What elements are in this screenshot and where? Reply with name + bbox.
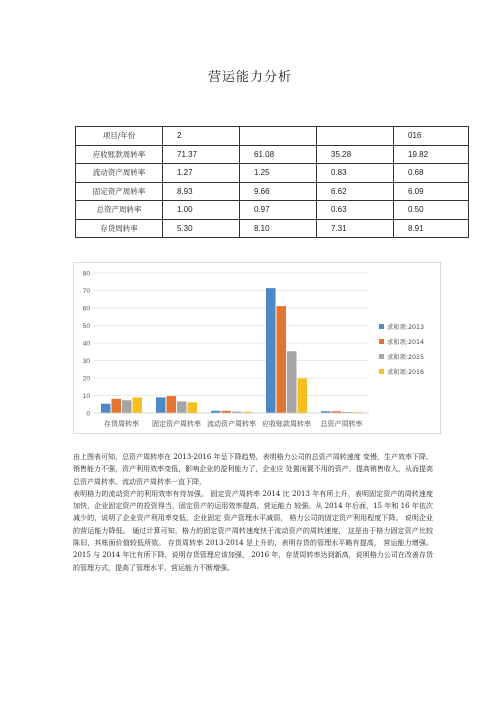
table-cell: 8.93	[163, 182, 240, 201]
table-cell: 35.28	[317, 145, 394, 164]
x-tick-label: 总资产周转率	[320, 420, 363, 428]
analysis-paragraph: 表明格力的流动资产的利用效率有待加强。 固定资产周转率 2014 比 2013 年有所上升，表明固定资产的周转速度加快，企业固定资产的投资得当，固定资产的运用效率提高，营运能力 较强。从 2014 年后面，15 年和 16 年依次减少的，说明了企业资产利用率变低，企业固定 资产管理水平减弱， 格力公司的固定资产利用程度下降。 说明企业的营运能力降低。 通过计算可知，格力的固定资产周转速度快于流动资产的周转速度， 这是由于格力固定资产比较陈旧，其账面价值较低所致。 存货周转率 2013-2014 是上升的，表明存货的管理水平略有提高， 营运能力增强。2015 与 2014 年比有所下降，说明存货管理应该加强， 2016 年，存货周转率达到新高，说明格力公司在改善存货的管理方式，提高了管理水平，营运能力不断增强。	[73, 489, 433, 572]
table-header-row	[76, 127, 469, 146]
bar	[177, 401, 187, 413]
table-cell: 0.97	[240, 201, 317, 220]
table-header-cell: 2	[163, 127, 240, 146]
y-tick-label: 10	[82, 393, 90, 400]
bar	[167, 396, 177, 413]
row-label: 流动资产周转率	[76, 164, 163, 183]
table-cell: 1.25	[240, 164, 317, 183]
y-tick-label: 0	[86, 410, 90, 418]
row-label: 存货周转率	[76, 219, 163, 238]
x-tick-label: 流动资产周转率	[207, 420, 256, 428]
y-tick-label: 70	[82, 288, 90, 295]
table-cell: 6.09	[394, 182, 469, 201]
bar	[156, 397, 166, 413]
table-header-cell	[240, 127, 317, 146]
row-label: 固定资产周转率	[76, 182, 163, 201]
table-cell: 0.83	[317, 164, 394, 183]
analysis-paragraph: 由上图表可知，总资产周转率在 2013-2016 年呈下降趋势，表明格力公司的总资产周转速度 变慢，生产效率下降，销售能力不强，资产利用效率变低，影响企业的盈利能力了，企业应 处置闲置不用的资产，提高销售收入，从而提高总资产周转率。流动资产周转率一直下降，	[73, 453, 433, 486]
bar	[112, 399, 122, 413]
table-row	[76, 201, 469, 220]
legend-label: 求和项:2013	[387, 324, 425, 331]
y-tick-label: 60	[82, 305, 90, 313]
legend-label: 求和项:2015	[387, 354, 425, 361]
table-cell: 0.50	[394, 201, 469, 220]
bar	[277, 306, 287, 413]
legend-label: 求和项:2016	[387, 369, 425, 376]
legend-swatch	[379, 324, 384, 329]
table-cell: 71.37	[163, 145, 240, 164]
bar	[266, 288, 276, 413]
table-cell: 1.27	[163, 164, 240, 183]
table-header-cell	[317, 127, 394, 146]
table-cell: 6.62	[317, 182, 394, 201]
table-cell: 0.68	[394, 164, 469, 183]
table-cell: 1.00	[163, 201, 240, 220]
table-cell: 9.66	[240, 182, 317, 201]
y-tick-label: 50	[82, 323, 90, 330]
table-cell: 7.31	[317, 219, 394, 238]
table-header-cell: 项目/年份	[76, 127, 163, 146]
row-label: 应收账款周转率	[76, 145, 163, 164]
table-row	[76, 219, 469, 238]
bar-chart	[73, 262, 441, 434]
legend-swatch	[379, 354, 384, 359]
y-tick-label: 30	[82, 358, 90, 365]
table-row	[76, 164, 469, 183]
bar	[287, 351, 297, 413]
analysis-text	[73, 451, 433, 574]
bar-chart-svg	[74, 263, 440, 433]
table-row	[76, 182, 469, 201]
y-tick-label: 40	[82, 340, 90, 348]
table-header-cell: 016	[394, 127, 469, 146]
row-label: 总资产周转率	[76, 201, 163, 220]
table-cell: 19.82	[394, 145, 469, 164]
bar	[122, 400, 132, 413]
table-cell: 8.10	[240, 219, 317, 238]
bar	[133, 397, 143, 413]
y-tick-label: 20	[82, 375, 90, 383]
y-tick-label: 80	[82, 270, 90, 278]
x-tick-label: 应收账款周转率	[262, 420, 311, 428]
table-cell: 5.30	[163, 219, 240, 238]
legend-swatch	[379, 339, 384, 344]
ratio-table	[75, 126, 469, 238]
legend-label: 求和项:2014	[387, 339, 425, 346]
table-row	[76, 145, 469, 164]
legend-swatch	[379, 369, 384, 374]
x-tick-label: 存货周转率	[104, 420, 139, 428]
table-cell: 0.63	[317, 201, 394, 220]
table-cell: 8.91	[394, 219, 469, 238]
table-cell: 61.08	[240, 145, 317, 164]
bar	[101, 404, 111, 413]
bar	[298, 378, 308, 413]
x-tick-label: 固定资产周转率	[152, 420, 201, 428]
page-title: 营运能力分析	[207, 70, 292, 85]
bar	[188, 402, 198, 413]
